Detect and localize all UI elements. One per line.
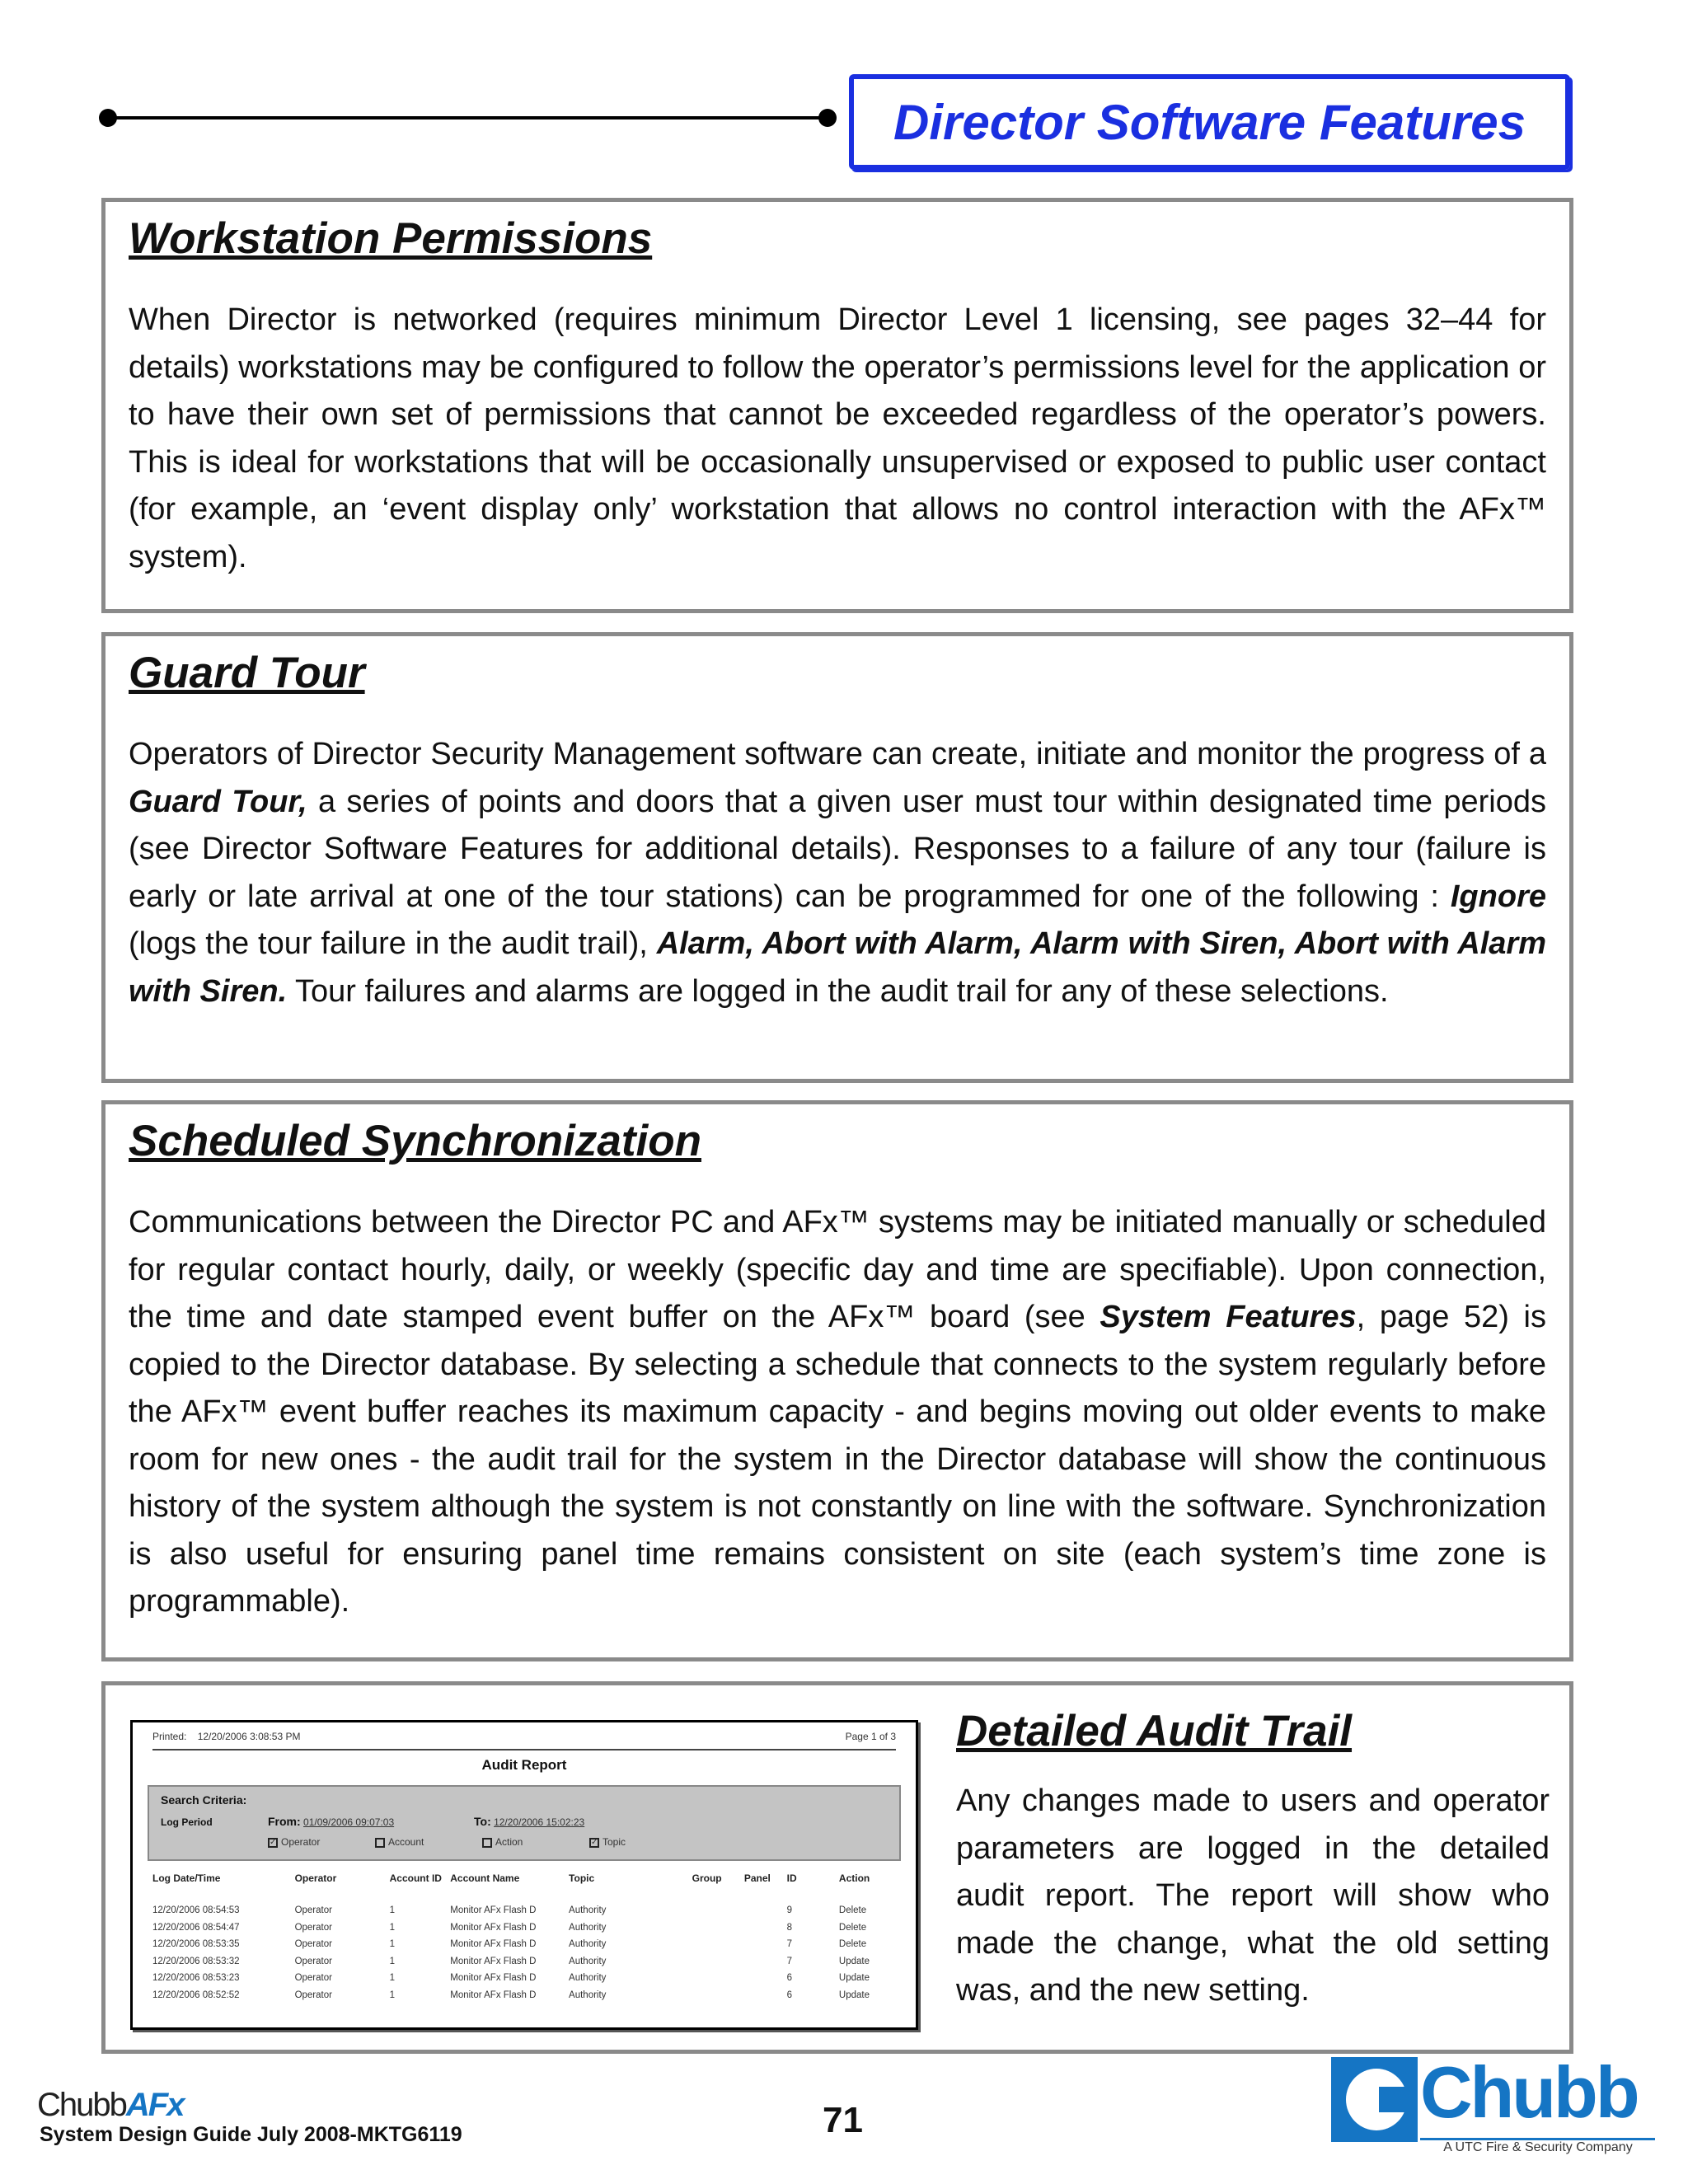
column-header: Operator	[294, 1872, 337, 1884]
table-cell: Operator	[294, 1939, 332, 1950]
table-cell	[692, 1936, 744, 1953]
table-row	[152, 1970, 896, 1987]
table-cell: 12/20/2006 08:53:23	[152, 1973, 240, 1984]
checkbox-icon	[482, 1838, 492, 1848]
table-cell	[744, 1953, 787, 1971]
table-cell: 7	[786, 1939, 793, 1950]
search-criteria: Search Criteria: Log Period From: 01/09/2006 09:07:03 To: 12/20/2006 15:02:23 ✓ Operator Account Action ✓ Topic	[148, 1785, 901, 1861]
criteria-checkbox: Action	[482, 1836, 589, 1848]
table-cell: Monitor AFx Flash D	[450, 1922, 537, 1933]
table-cell: Monitor AFx Flash D	[450, 1990, 537, 2000]
table-cell: Operator	[294, 1922, 332, 1933]
section-scheduled-synchronization	[101, 1100, 1573, 1661]
footer-guide-title: System Design Guide July 2008-MKTG6119	[40, 2123, 462, 2146]
table-cell: 1	[389, 1939, 396, 1950]
table-cell	[692, 1902, 744, 1919]
column-header: Log Date/Time	[152, 1872, 221, 1884]
table-cell: Update	[838, 1956, 870, 1966]
criteria-checkbox: Account	[375, 1836, 482, 1848]
table-row	[152, 1919, 896, 1937]
table-cell: 7	[786, 1956, 793, 1966]
section-body: Any changes made to users and operator parameters are logged in the detailed audit report. The report will show who made the change, what the old setting was, and the new setting.	[956, 1783, 1550, 2008]
table-cell	[744, 1919, 787, 1937]
table-row	[152, 1987, 896, 2004]
column-header: Account Name	[450, 1872, 520, 1884]
table-cell: Monitor AFx Flash D	[450, 1956, 537, 1966]
section-guard-tour	[101, 632, 1573, 1083]
column-header: ID	[786, 1872, 797, 1884]
table-cell: Authority	[569, 1939, 607, 1950]
table-cell: Operator	[294, 1990, 332, 2000]
column-header: Panel	[743, 1872, 771, 1884]
criteria-checkbox: ✓ Topic	[591, 1836, 626, 1848]
table-cell: Operator	[294, 1905, 332, 1916]
table-cell: 1	[389, 1990, 396, 2000]
table-cell	[692, 1987, 744, 2004]
table-cell: Monitor AFx Flash D	[450, 1939, 537, 1950]
audit-report-title: Audit Report	[481, 1757, 567, 1773]
chubb-c-icon	[1331, 2057, 1418, 2142]
table-cell: Delete	[838, 1939, 867, 1950]
table-cell: Operator	[294, 1956, 332, 1966]
column-header: Topic	[569, 1872, 595, 1884]
table-cell: Update	[838, 1990, 870, 2000]
table-cell	[744, 1970, 787, 1987]
table-cell	[692, 1919, 744, 1937]
checkbox-icon	[375, 1838, 385, 1848]
section-heading: Workstation Permissions	[129, 214, 653, 263]
audit-table	[152, 1872, 896, 2004]
table-row	[152, 1936, 896, 1953]
table-cell: 8	[786, 1922, 793, 1933]
header-rule	[107, 116, 828, 120]
table-cell: Authority	[569, 1922, 607, 1933]
table-cell: Authority	[569, 1956, 607, 1966]
table-cell: Monitor AFx Flash D	[450, 1973, 537, 1984]
table-cell: Monitor AFx Flash D	[450, 1905, 537, 1916]
section-workstation-permissions	[101, 198, 1573, 613]
table-cell: 6	[786, 1990, 793, 2000]
table-cell: Authority	[569, 1905, 607, 1916]
table-cell: 1	[389, 1922, 396, 1933]
table-cell: 9	[786, 1905, 793, 1916]
section-heading: Guard Tour	[129, 649, 365, 697]
table-cell	[744, 1987, 787, 2004]
checkbox-icon: ✓	[270, 1837, 277, 1847]
table-cell: Delete	[838, 1905, 867, 1916]
column-header: Account ID	[389, 1872, 442, 1884]
checkbox-icon: ✓	[591, 1837, 598, 1847]
column-header: Action	[838, 1872, 870, 1884]
table-cell: 12/20/2006 08:52:52	[152, 1990, 240, 2000]
header-title-box	[849, 74, 1570, 170]
table-cell: Authority	[569, 1990, 607, 2000]
page-number: 71	[823, 2100, 863, 2140]
criteria-checkbox: ✓ Operator	[270, 1836, 321, 1848]
chubb-logo: Chubb A UTC Fire & Security Company	[1331, 2057, 1657, 2156]
section-heading: Detailed Audit Trail	[956, 1707, 1353, 1755]
table-cell: Operator	[294, 1973, 332, 1984]
table-cell: 1	[389, 1956, 396, 1966]
table-cell: Delete	[838, 1922, 867, 1933]
table-cell: 6	[786, 1973, 793, 1984]
table-cell	[692, 1953, 744, 1971]
column-header: Group	[692, 1872, 722, 1884]
table-cell	[744, 1902, 787, 1919]
chubb-afx-logo: ChubbAFx	[37, 2087, 184, 2123]
table-cell: 12/20/2006 08:54:53	[152, 1905, 240, 1916]
table-cell: Update	[838, 1973, 870, 1984]
table-cell: 12/20/2006 08:54:47	[152, 1922, 240, 1933]
audit-report-image: Printed: 12/20/2006 3:08:53 PM Page 1 of 3 Audit Report Search Criteria: Log Period From: 01/09/2006 09:07:03 To: 12/20/2006 15:02:23 ✓ Operator Account Action ✓ Topic Log Date/Time Operator Account ID Account Name Topic Group Panel ID Action 12/20/2006 08:54:53 Operator 1 Monitor AFx Flash D Authority 9 Delete 12/20/2006 08:54:47 Operator 1 Monitor AFx Flash D Authority 8 Delete 12/20/2006 08:53:35 Operator 1 Monitor AFx Flash D Authority 7 Delete 12/20/2006 08:53:32 Operator 1 Monitor AFx Flash D Authority 7 Update 12/20/2006 08:53:23 Operator 1 Monitor AFx Flash D Authority 6 Update 12/20/2006 08:52:52 Operator 1 Monitor AFx Flash D Authority 6 Update	[130, 1720, 918, 2030]
table-cell	[744, 1936, 787, 1953]
table-cell: 12/20/2006 08:53:35	[152, 1939, 240, 1950]
section-body: When Director is networked (requires minimum Director Level 1 licensing, see pages 32–44 for details) workstations may be configured to follow the operator’s permissions level for the application or to have their own set of permissions that cannot be exceeded regardless of the operator’s powers. This is ideal for workstations that will be occasionally unsupervised or exposed to public user contact (for example, an ‘event display only’ workstation that allows no control interaction with the AFx™ system).	[129, 302, 1546, 574]
table-cell: 1	[389, 1973, 396, 1984]
line-endpoint-right	[818, 109, 837, 127]
table-row	[152, 1953, 896, 1971]
audit-trail-text	[956, 1706, 1550, 2015]
table-cell: 12/20/2006 08:53:32	[152, 1956, 240, 1966]
table-cell	[692, 1970, 744, 1987]
section-heading: Scheduled Synchronization	[129, 1117, 701, 1165]
page-title: Director Software Features	[893, 94, 1526, 150]
table-row	[152, 1902, 896, 1919]
table-cell: 1	[389, 1905, 396, 1916]
section-body: Operators of Director Security Management software can create, initiate and monitor the progress of a Guard Tour, a series of points and doors that a given user must tour within designated time periods (see Director Software Features for additional details). Responses to a failure of any tour (failure is early or late arrival at one of the tour stations) can be programmed for one of the following : Ignore (logs the tour failure in the audit trail), Alarm, Abort with Alarm, Alarm with Siren, Abort with Alarm with Siren. Tour failures and alarms are logged in the audit trail for any of these selections.	[129, 737, 1546, 1009]
section-body: Communications between the Director PC and AFx™ systems may be initiated manually or scheduled for regular contact hourly, daily, or weekly (specific day and time are specifiable). Upon connection, the time and date stamped event buffer on the AFx™ board (see System Features, page 52) is copied to the Director database. By selecting a schedule that connects to the system regularly before the AFx™ event buffer reaches its maximum capacity - and begins moving out older events to make room for new ones - the audit trail for the system in the Director database will show the continuous history of the system although the system is not constantly on line with the software. Synchronization is also useful for ensuring panel time remains consistent on site (each system’s time zone is programmable).	[129, 1205, 1546, 1619]
table-cell: Authority	[569, 1973, 607, 1984]
